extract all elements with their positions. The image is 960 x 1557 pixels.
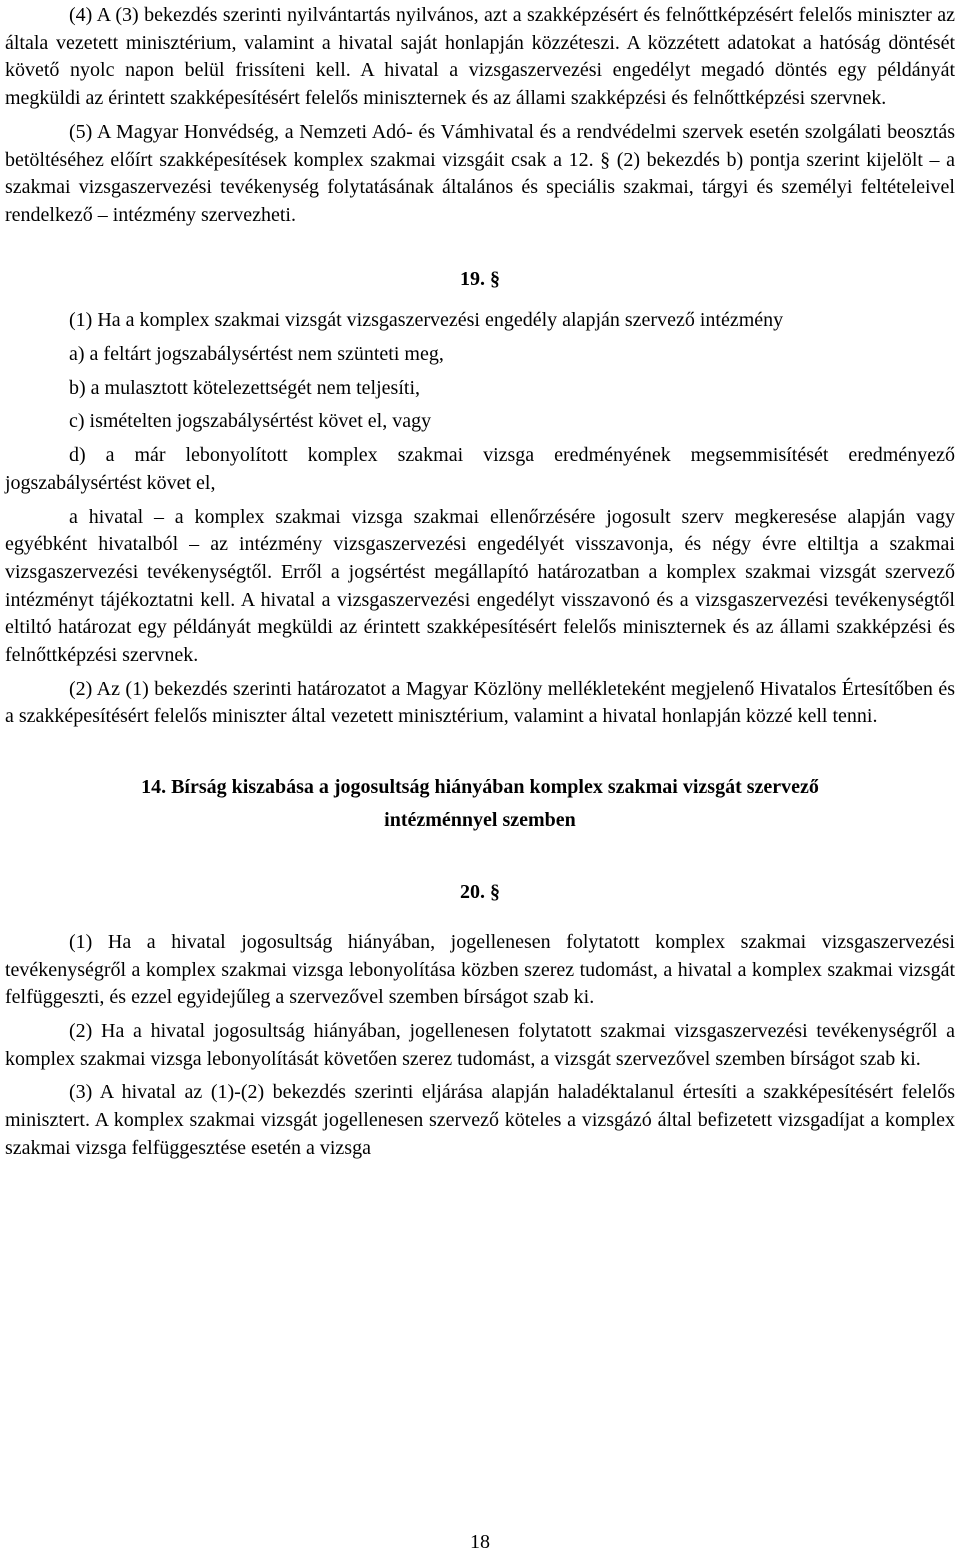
paragraph-19-1-conclusion: a hivatal – a komplex szakmai vizsga szakmai ellenőrzésére jogosult szerv megkeresése alapján vagy egyébként hivatalból – az intézmény vizsgaszervezési engedélyét visszavonja, és négy évre eltiltja a szakmai vizsgaszervezési tevékenységtől. Erről a jogsértést megállapító határozatban a komplex szakmai vizsgát szervező intézményt tájékoztatni kell. A hivatal a vizsgaszervezési engedélyt visszavonó és a vizsgaszervezési tevékenységtől eltiltó határozat egy példányát megküldi az érintett szakképesítésért felelős miniszternek és az állami szakképzési és felnőttképzési szervnek. [5, 505, 955, 667]
list-item-c: c) ismételten jogszabálysértést követ el, vagy [69, 410, 432, 433]
list-item-d: d) a már lebonyolított komplex szakmai vizsga eredményének megsemmisítését eredményező jogszabálysértést követ el, [5, 444, 955, 494]
list-item-a: a) a feltárt jogszabálysértést nem szünteti meg, [69, 343, 444, 366]
paragraph-18-5: (5) A Magyar Honvédség, a Nemzeti Adó- és Vámhivatal és a rendvédelmi szervek esetén szolgálati beosztás betöltéséhez előírt szakképesítések komplex szakmai vizsgáit csak a 12. § (2) bekezdés b) pontja szerint kijelölt – a szakmai vizsgaszervezési tevékenység folytatásának általános és speciális szakmai, tárgyi és személyi feltételeivel rendelkező – intézmény szervezheti. [5, 120, 955, 226]
chapter-14-title-line-2: intézménnyel szemben [384, 809, 576, 832]
page-number: 18 [470, 1531, 490, 1553]
document-page [5, 2, 955, 1163]
section-20-number: 20. § [460, 881, 500, 904]
paragraph-20-2: (2) Ha a hivatal jogosultság hiányában, jogellenesen folytatott szakmai vizsgaszervezési tevékenységről a komplex szakmai vizsga lebonyolítását követően szerez tudomást, a vizsgát szervezővel szemben bírságot szab ki. [5, 1019, 955, 1070]
chapter-14-title-line-1: 14. Bírság kiszabása a jogosultság hiányában komplex szakmai vizsgát szervező [141, 776, 819, 799]
paragraph-20-3: (3) A hivatal az (1)-(2) bekezdés szerinti eljárása alapján haladéktalanul értesíti a szakképesítésért felelős minisztert. A komplex szakmai vizsgát jogellenesen szervező köteles a vizsgázó által befizetett vizsgadíjat a komplex szakmai vizsga felfüggesztése esetén a vizsga [5, 1081, 955, 1159]
list-item-b: b) a mulasztott kötelezettségét nem teljesíti, [69, 376, 420, 399]
paragraph-18-4: (4) A (3) bekezdés szerinti nyilvántartás nyilvános, azt a szakképzésért és felnőttképzésért felelős miniszter az általa vezetett minisztérium, valamint a hivatal saját honlapján közzéteszi. A közzétett adatokat a hatóság döntését követő nyolc napon belül frissíteni kell. A hivatal a vizsgaszervezési engedélyt megadó döntés egy példányát megküldi az érintett szakképesítésért felelős miniszternek és az állami szakképzési és felnőttképzési szervnek. [5, 4, 955, 110]
chapter-14-title [5, 771, 955, 837]
paragraph-19-1-intro: (1) Ha a komplex szakmai vizsgát vizsgaszervezési engedély alapján szervező intézmény [69, 309, 784, 332]
section-19-number: 19. § [460, 267, 500, 290]
paragraph-19-2: (2) Az (1) bekezdés szerinti határozatot a Magyar Közlöny mellékleteként megjelenő Hivatalos Értesítőben és a szakképesítésért felelős miniszter által vezetett minisztérium, valamint a hivatal honlapján közzé kell tenni. [5, 677, 955, 728]
paragraph-20-1: (1) Ha a hivatal jogosultság hiányában, jogellenesen folytatott komplex szakmai vizsgaszervezési tevékenységről a komplex szakmai vizsga lebonyolítása közben szerez tudomást, a hivatal a komplex szakmai vizsgát felfüggeszti, és ezzel egyidejűleg a szervezővel szemben bírságot szab ki. [5, 930, 955, 1009]
